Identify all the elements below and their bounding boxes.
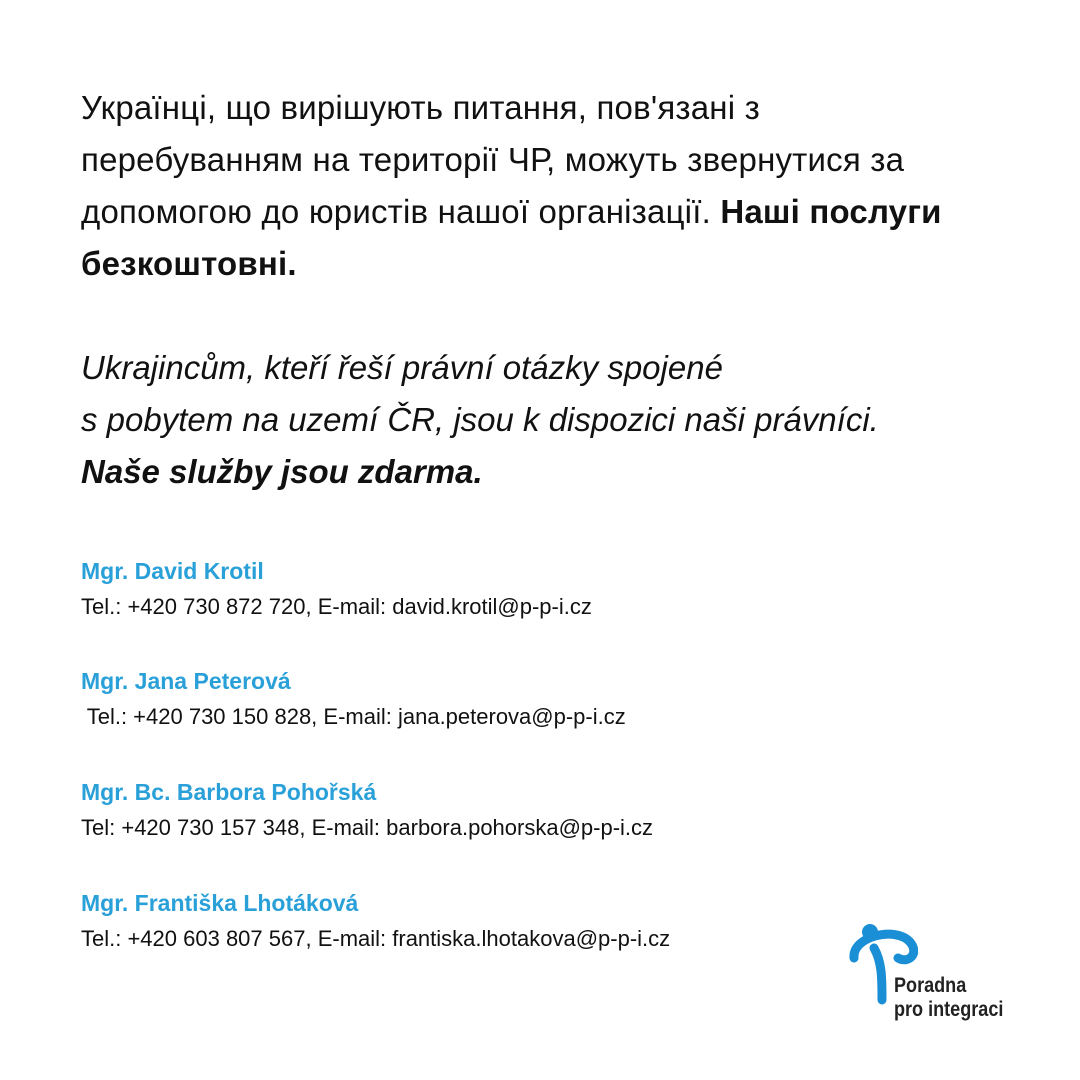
contact-info[interactable]: Tel.: +420 603 807 567, E-mail: frantiska.lhotakova@p-p-i.cz <box>81 926 671 951</box>
logo-line-1: Poradna <box>894 974 967 997</box>
contact-block-4 <box>81 885 981 957</box>
czech-line-1: Ukrajincům, kteří řeší právní otázky spojené <box>81 349 723 386</box>
contact-name: Mgr. David Krotil <box>81 558 264 584</box>
contact-block-3 <box>81 774 981 846</box>
contact-name: Mgr. Jana Peterová <box>81 668 291 694</box>
contact-info[interactable]: Tel: +420 730 157 348, E-mail: barbora.pohorska@p-p-i.cz <box>81 815 654 840</box>
logo-line-2: pro integraci <box>894 998 1004 1021</box>
contact-name: Mgr. Bc. Barbora Pohořská <box>81 779 377 805</box>
contact-block-2 <box>81 663 981 735</box>
ukrainian-bold-text: Наші послуги безкоштовні. <box>81 193 942 282</box>
logo-arc-shape <box>854 934 914 960</box>
czech-line-2: s pobytem na uzemí ČR, jsou k dispozici naši právníci. <box>81 401 879 438</box>
czech-bold-line <box>81 446 1041 498</box>
contact-name: Mgr. Františka Lhotáková <box>81 890 359 916</box>
contact-info[interactable]: Tel.: +420 730 872 720, E-mail: david.krotil@p-p-i.cz <box>81 594 592 619</box>
contact-info[interactable]: Tel.: +420 730 150 828, E-mail: jana.peterova@p-p-i.cz <box>81 704 626 729</box>
ukrainian-text: Українці, що вирішують питання, пов'язані з перебуванням на території ЧР, можуть звернутися за допомогою до юристів нашої організації. <box>81 89 905 230</box>
poradna-logo <box>848 918 1038 1038</box>
logo-text <box>894 974 1003 1022</box>
ukrainian-paragraph <box>81 82 981 290</box>
logo-body-shape <box>874 948 882 1000</box>
contact-block-1 <box>81 553 981 625</box>
czech-bold-text: Naše služby jsou zdarma. <box>81 453 483 490</box>
czech-paragraph <box>81 342 1041 498</box>
